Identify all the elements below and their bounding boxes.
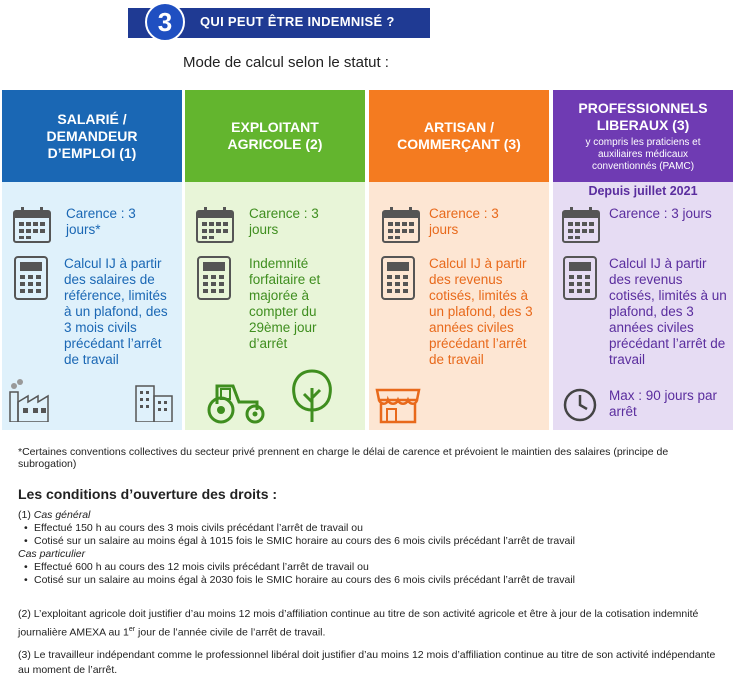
column-salarie xyxy=(2,90,182,430)
calendar-icon xyxy=(381,206,421,244)
conditions-title: Les conditions d’ouverture des droits : xyxy=(18,486,278,502)
calculator-icon xyxy=(381,256,415,300)
carence-text: Carence : 3 jours xyxy=(249,206,319,237)
calcul-text: Calcul IJ à partir des revenus cotisés, limités à un plafond, des 3 années civiles précédant l’arrêt de travail xyxy=(429,256,533,367)
conditions-paragraph-2 xyxy=(18,607,723,641)
column-body xyxy=(369,182,549,430)
column-title: PROFESSIONNELS LIBERAUX (3) xyxy=(578,99,708,133)
subtitle: Mode de calcul selon le statut : xyxy=(183,54,389,71)
calendar-icon xyxy=(195,206,235,244)
p2-text-before: (2) L’exploitant agricole doit justifier d’au moins 12 mois d’affiliation continue au titre de son activité agricole et être à jour de la cotisation indemnité journalière AMEXA au 1 xyxy=(18,608,699,639)
column-title: SALARIÉ / DEMANDEUR D’EMPLOI (1) xyxy=(46,110,138,161)
calcul-text: Calcul IJ à partir des salaires de référence, limités à un plafond, des 3 mois civils précédant l’arrêt de travail xyxy=(64,256,168,367)
calculator-icon xyxy=(14,256,48,300)
list-item: • Cotisé sur un salaire au moins égal à 1015 fois le SMIC horaire au cours des 6 mois civils précédant l’arrêt de travail xyxy=(18,535,723,548)
calculator-icon xyxy=(197,256,231,300)
office-building-icon xyxy=(134,382,176,422)
column-header xyxy=(185,90,365,182)
case2-label: Cas particulier xyxy=(18,548,86,560)
carence-text: Carence : 3 jours xyxy=(429,206,499,237)
p2-text-after: jour de l’année civile de l’arrêt de travail. xyxy=(135,626,326,639)
column-header xyxy=(553,90,733,182)
tractor-icon xyxy=(203,378,269,424)
column-subtitle: y compris les praticiens et auxiliaires médicaux conventionnés (PAMC) xyxy=(585,136,701,172)
list-item: • Effectué 150 h au cours des 3 mois civils précédant l’arrêt de travail ou xyxy=(18,522,723,535)
calendar-icon xyxy=(561,206,601,244)
conditions-case1 xyxy=(18,509,723,587)
column-header xyxy=(369,90,549,182)
carence-text: Carence : 3 jours xyxy=(609,206,712,221)
calendar-icon xyxy=(12,206,52,244)
column-body xyxy=(2,182,182,430)
carence-text: Carence : 3 jours* xyxy=(66,206,136,237)
shop-icon xyxy=(375,386,421,424)
case1-label: Cas général xyxy=(33,509,91,521)
column-body xyxy=(553,182,733,430)
column-body xyxy=(185,182,365,430)
footnote: *Certaines conventions collectives du secteur privé prennent en charge le délai de carence et prévoient le maintien des salaires (principe de subrogation) xyxy=(18,446,669,470)
clock-icon xyxy=(563,388,597,422)
column-header xyxy=(2,90,182,182)
section-title: QUI PEUT ÊTRE INDEMNISÉ ? xyxy=(200,14,395,29)
calcul-text: Calcul IJ à partir des revenus cotisés, limités à un plafond, des 3 années civiles précédant l’arrêt de travail xyxy=(609,256,727,367)
column-artisan-commercant xyxy=(369,90,549,430)
max-text: Max : 90 jours par arrêt xyxy=(609,388,718,419)
tree-icon xyxy=(289,368,335,424)
column-professionnels-liberaux xyxy=(553,90,733,430)
case1-prefix: (1) xyxy=(18,509,34,521)
list-item: • Effectué 600 h au cours des 12 mois civils précédant l’arrêt de travail ou xyxy=(18,561,723,574)
calcul-text: Indemnité forfaitaire et majorée à compter du 29ème jour d’arrêt xyxy=(249,256,321,351)
since-label: Depuis juillet 2021 xyxy=(588,184,698,198)
column-exploitant-agricole xyxy=(185,90,365,430)
column-title: EXPLOITANT AGRICOLE (2) xyxy=(227,119,323,152)
factory-icon xyxy=(8,378,60,422)
p2-superscript: er xyxy=(128,626,136,633)
conditions-paragraph-3: (3) Le travailleur indépendant comme le professionnel libéral doit justifier d’au moins 12 mois d’affiliation continue au titre de son activité indépendante au moment de l’arrêt. xyxy=(18,649,716,676)
section-number: 3 xyxy=(145,2,185,42)
calculator-icon xyxy=(563,256,597,300)
list-item: • Cotisé sur un salaire au moins égal à 2030 fois le SMIC horaire au cours des 6 mois civils précédant l’arrêt de travail xyxy=(18,574,723,587)
column-title: ARTISAN / COMMERÇANT (3) xyxy=(397,119,521,152)
